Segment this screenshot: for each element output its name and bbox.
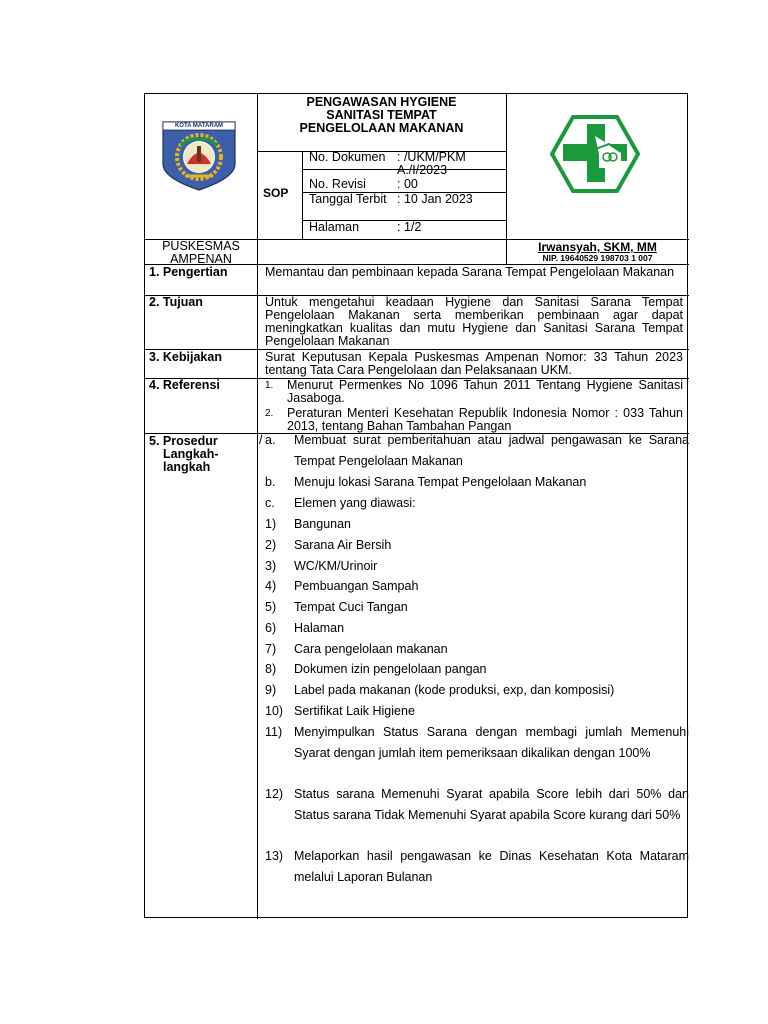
step-text: Elemen yang diawasi: [294,496,416,510]
step-number: 8) [265,662,277,676]
step-text: Label pada makanan (kode produksi, exp, dan komposisi) [294,683,615,697]
list-item [265,701,689,722]
list-item-number: 2. [265,408,274,419]
sop-document [144,93,688,918]
step-text: WC/KM/Urinoir [294,559,378,573]
step-text: Melaporkan hasil pengawasan ke Dinas Kesehatan Kota Mataram melalui Laporan Bulanan [294,849,689,884]
meta-value-revision: : 00 [397,177,418,191]
org-line-2: AMPENAN [170,252,232,266]
step-number: 13) [265,849,284,863]
step-number: 3) [265,559,277,573]
section-label-kebijakan: 3. Kebijakan [149,350,222,364]
list-item [265,430,689,472]
list-item [265,379,683,405]
section-label-prosedur [149,435,219,474]
list-item [265,784,689,826]
meta-value-document-no: : /UKM/PKM A./I/2023 [397,150,466,177]
list-item-number: 1. [265,380,274,391]
title-line-1: PENGAWASAN HYGIENE [306,95,457,109]
sop-label: SOP [263,186,289,200]
step-number: 10) [265,704,284,718]
list-item-text: Peraturan Menteri Kesehatan Republik Indonesia Nomor : 033 Tahun 2013, tentang Bahan Tambahan Pangan [287,406,683,433]
section-label-tujuan: 2. Tujuan [149,295,203,309]
meta-label-revision: No. Revisi [309,177,366,191]
list-item [265,493,689,514]
prosedur-slash-mark: / [259,433,263,447]
document-title [257,96,506,135]
list-item [265,618,689,639]
list-item [265,846,689,888]
list-item [265,639,689,660]
step-text: Sertifikat Laik Higiene [294,704,415,718]
signatory-nip: NIP. 19640529 198703 1 007 [542,253,653,263]
step-number: 4) [265,579,277,593]
meta-label-page: Halaman [309,220,360,234]
step-text: Tempat Cuci Tangan [294,600,408,614]
list-item [265,597,689,618]
meta-value-page: : 1/2 [397,220,422,234]
column-divider-left [257,94,258,919]
step-number: 7) [265,642,277,656]
section-text-kebijakan: Surat Keputusan Kepala Puskesmas Ampenan Nomor: 33 Tahun 2023 tentang Tata Cara Pengelolaan dan Pelaksanaan UKM. [265,350,683,377]
list-item [265,680,689,701]
puskesmas-logo-icon [549,114,641,194]
step-number: 12) [265,787,284,801]
list-item [265,722,689,764]
step-number: b. [265,475,276,489]
step-number: 5) [265,600,277,614]
section-text-pengertian: Memantau dan pembinaan kepada Sarana Tempat Pengelolaan Makanan [265,265,675,279]
step-number: a. [265,433,276,447]
title-line-3: PENGELOLAAN MAKANAN [299,121,464,135]
step-number: 2) [265,538,277,552]
step-text: Pembuangan Sampah [294,579,419,593]
seal-caption: KOTA MATARAM [174,123,224,129]
step-number: 1) [265,517,277,531]
step-text: Sarana Air Bersih [294,538,392,552]
list-item [265,535,689,556]
meta-divider [302,151,303,239]
section-text-tujuan: Untuk mengetahui keadaan Hygiene dan Sanitasi Sarana Tempat Pengelolaan Makanan serta memberikan pembinaan agar dapat meningkatkan kualitas dan mutu Hygiene dan Sanitasi Sarana Tempat Pengelolaan Makanan [265,295,683,348]
title-line-2: SANITASI TEMPAT [326,108,437,122]
step-number: c. [265,496,275,510]
organization-name [145,240,257,266]
list-item [265,556,689,577]
section-label-pengertian: 1. Pengertian [149,265,228,279]
step-text: Cara pengelolaan makanan [294,642,448,656]
step-text: Menuju lokasi Sarana Tempat Pengelolaan Makanan [294,475,587,489]
list-item-text: Menurut Permenkes No 1096 Tahun 2011 Tentang Hygiene Sanitasi Jasaboga. [287,378,683,405]
signatory-name: Irwansyah, SKM, MM [538,240,657,254]
referensi-list [265,379,683,433]
step-text: Menyimpulkan Status Sarana dengan membagi jumlah Memenuhi Syarat dengan jumlah item pemeriksaan dikalikan dengan 100% [294,725,689,760]
meta-value-issue-date: : 10 Jan 2023 [397,192,473,206]
step-text: Halaman [294,621,345,635]
step-text: Status sarana Memenuhi Syarat apabila Score lebih dari 50% dan Status sarana Tidak Memenuhi Syarat apabila Score kurang dari 50% [294,787,689,822]
org-line-1: PUSKESMAS [162,239,240,253]
step-number: 9) [265,683,277,697]
section-label-referensi: 4. Referensi [149,378,220,392]
list-item [265,514,689,535]
prosedur-label-line-2: Langkah- [163,447,219,461]
step-text: Dokumen izin pengelolaan pangan [294,662,487,676]
step-text: Bangunan [294,517,352,531]
meta-label-issue-date: Tanggal Terbit [309,192,387,206]
prosedur-label-line-1: 5. Prosedur [149,434,218,448]
list-item [265,472,689,493]
meta-label-document-no: No. Dokumen [309,150,386,164]
list-item [265,576,689,597]
list-item [265,659,689,680]
step-number: 6) [265,621,277,635]
step-text: Membuat surat pemberitahuan atau jadwal pengawasan ke Sarana Tempat Pengelolaan Makanan [294,433,689,468]
prosedur-label-line-3: langkah [163,460,211,474]
step-number: 11) [265,725,283,739]
prosedur-steps [265,430,689,910]
